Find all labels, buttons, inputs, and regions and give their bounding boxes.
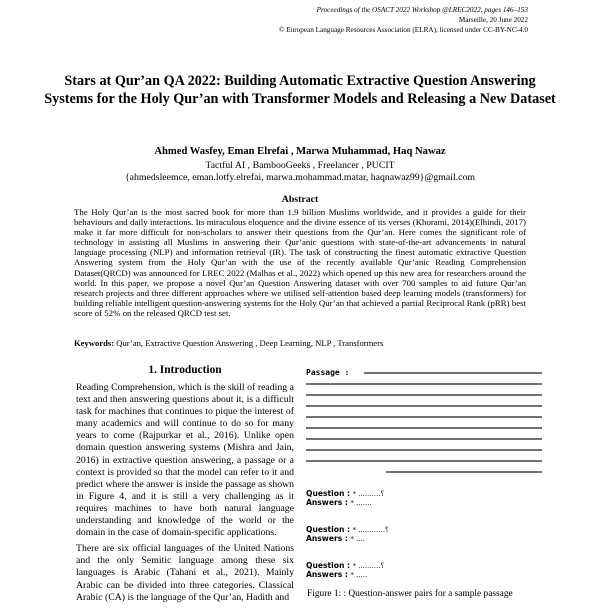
figure-qa-sample [306, 368, 542, 592]
answer-text: * ..... [350, 571, 368, 579]
proceedings-header [279, 5, 528, 36]
header-line-3: © European Language Resources Association (ELRA), licensed under CC-BY-NC-4.0 [279, 26, 528, 35]
affiliation: Tactful AI , BambooGeeks , Freelancer , PUCIT [205, 160, 395, 171]
passage-label: Passage : [306, 368, 350, 377]
question-label: Question : [306, 525, 351, 534]
question-text: * ..........؟ [352, 562, 385, 570]
question-text: * ............؟ [352, 526, 389, 534]
paper-authors: Ahmed Wasfey, Eman Elrefai , Marwa Muhammad, Haq Nawaz [154, 146, 446, 157]
keywords-line [74, 338, 526, 348]
question-text: * ..........؟ [352, 490, 385, 498]
affiliation-block [40, 160, 560, 183]
question-label: Question : [306, 489, 351, 498]
answers-label: Answers : [306, 534, 348, 543]
header-line-2: Marseille, 20 June 2022 [458, 16, 528, 25]
keywords-label: Keywords: [74, 338, 115, 348]
answers-label: Answers : [306, 498, 348, 507]
intro-paragraph-2: There are six official languages of the United Nations and the only Semitic language among these six languages is Arabic (Tahani et al., 2021). Mainly Arabic can be divided into three categories. Classical Arabic (CA) is the language of the Qur’an, Hadith and [76, 543, 294, 603]
intro-paragraph-1: Reading Comprehension, which is the skill of reading a text and then answering questions about it, is a difficult task for machines that continues to pique the interest of many academics and will continue to do so for many years to come (Rajpurkar et al., 2016). Unlike open domain question answering systems (Mishra and Jain, 2016) in extractive question answering, a passage or a context is provided so that the model can refer to it and predict where the answer is inside the passage as shown in Figure 4, and it is still a very challenging as it requires machines to have both natural language understanding and knowledge of the world or the domain in the case of domain-specific applications. [76, 382, 294, 539]
answer-text: * ....... [350, 499, 372, 507]
keywords-text: Qur’an, Extractive Question Answering , Deep Learning, NLP , Transformers [116, 338, 384, 348]
qa-pair [306, 489, 384, 507]
author-emails: {ahmedsleemce, eman.lotfy.elrefai, marwa.mohammad.matar, haqnawaz99}@gmail.com [124, 171, 476, 183]
section-heading: 1. Introduction [148, 364, 222, 376]
qa-pair [306, 525, 389, 543]
abstract-text: The Holy Qur’an is the most sacred book for more than 1.9 billion Muslims worldwide, and it provides a guide for their behaviours and daily interactions. Its miraculous eloquence and the divine essence of its verses (Khorami, 2014)(Elhindi, 2017) make it far more difficult for non-scholars to answer their questions from the Qur’an. Here comes the significant role of technology in assisting all Muslims in answering their Qur’anic questions with state-of-the-art advancements in natural language processing (NLP) and information retrieval (IR). The task of constructing the finest automatic extractive Question Answering system from the Holy Qur’an with the use of the recently available Qur’anic Reading Comprehension Dataset(QRCD) was announced for LREC 2022 (Malhas et al., 2022) which opened up this new area for researchers around the world. In this paper, we propose a novel Qur’an Question Answering dataset with over 700 samples to aid future Qur’an research projects and three different approaches where we utilised self-attention based deep learning models (transformers) for building reliable intelligent question-answering systems for the Holy Qur’an that achieved a partial Reciprocal Rank (pRR) best score of 52% on the released QRCD test set. [74, 207, 526, 318]
header-line-1: Proceedings of the OSACT 2022 Workshop @LREC2022, pages 146–153 [316, 6, 528, 14]
answers-label: Answers : [306, 570, 348, 579]
paper-title: Stars at Qur’an QA 2022: Building Automatic Extractive Question Answering Systems for the Holy Qur’an with Transformer Models and Releasing a New Dataset [44, 73, 556, 107]
question-label: Question : [306, 561, 351, 570]
qa-pair [306, 561, 384, 579]
figure-caption: Figure 1: : Question-answer pairs for a sample passage [307, 589, 513, 599]
abstract-heading: Abstract [281, 194, 319, 205]
left-column-text [76, 382, 294, 608]
answer-text: * .... [350, 535, 365, 543]
